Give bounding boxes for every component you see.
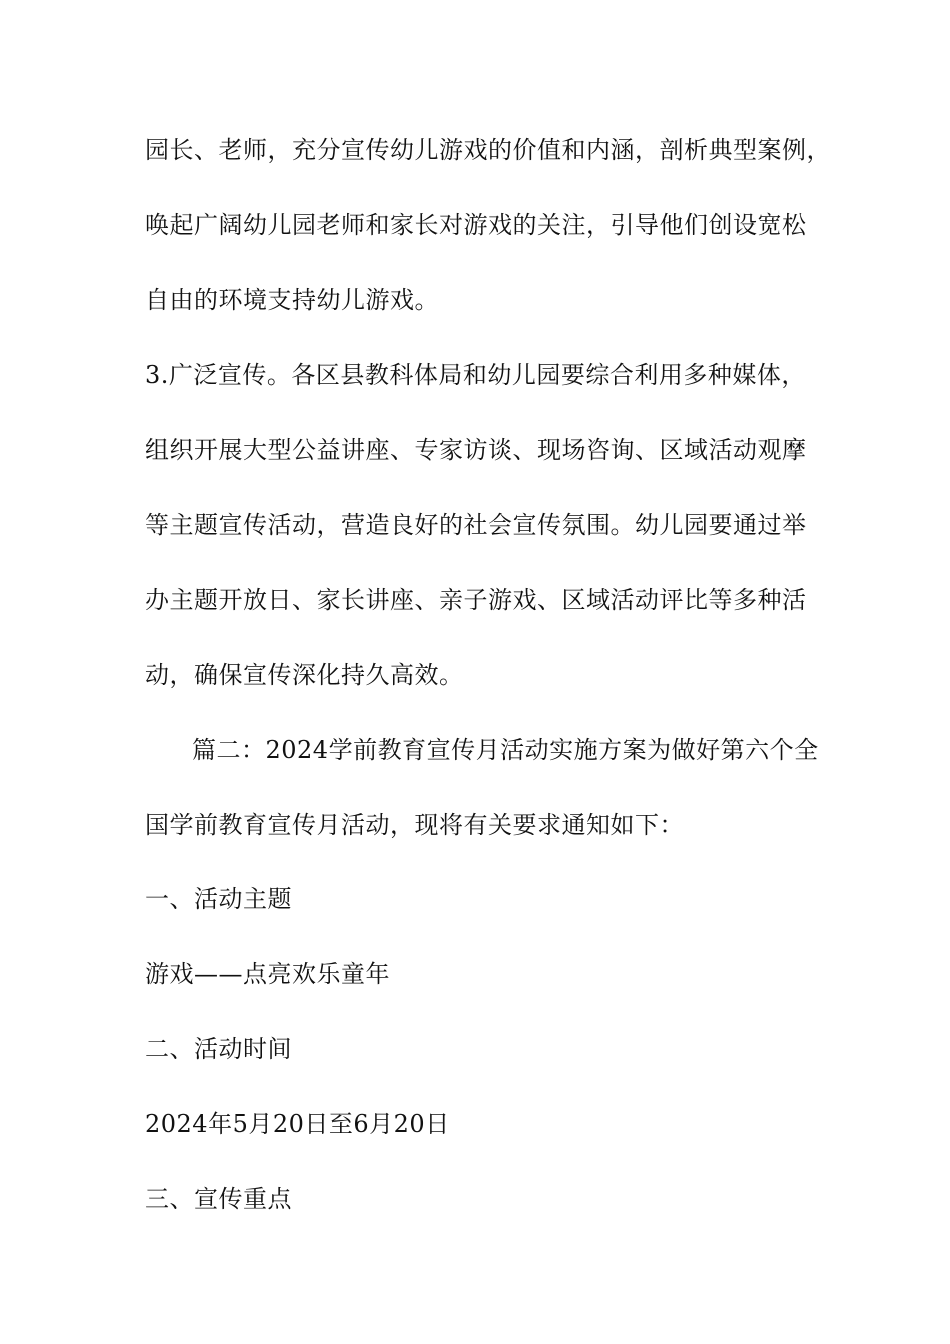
paragraph-line: 等主题宣传活动，营造良好的社会宣传氛围。幼儿园要通过举: [145, 511, 807, 539]
paragraph-line: 组织开展大型公益讲座、专家访谈、现场咨询、区域活动观摩: [145, 436, 807, 464]
theme-text: 游戏——点亮欢乐童年: [145, 960, 390, 988]
date-range-text: 2024年5月20日至6月20日: [145, 1110, 450, 1138]
paragraph-line: 办主题开放日、家长讲座、亲子游戏、区域活动评比等多种活: [145, 586, 807, 614]
paragraph-line: 园长、老师，充分宣传幼儿游戏的价值和内涵，剖析典型案例，: [145, 136, 831, 164]
paragraph-line: 动，确保宣传深化持久高效。: [145, 661, 464, 689]
paragraph-line: 国学前教育宣传月活动，现将有关要求通知如下：: [145, 811, 684, 839]
section-heading: 二、活动时间: [145, 1035, 292, 1063]
paragraph-line: 唤起广阔幼儿园老师和家长对游戏的关注，引导他们创设宽松: [145, 211, 807, 239]
section-heading: 三、宣传重点: [145, 1185, 292, 1213]
section-heading: 一、活动主题: [145, 885, 292, 913]
paragraph-line: 自由的环境支持幼儿游戏。: [145, 286, 439, 314]
paragraph-line: 3.广泛宣传。各区县教科体局和幼儿园要综合利用多种媒体，: [145, 361, 806, 389]
paragraph-line-indented: 篇二：2024学前教育宣传月活动实施方案为做好第六个全: [192, 736, 819, 764]
